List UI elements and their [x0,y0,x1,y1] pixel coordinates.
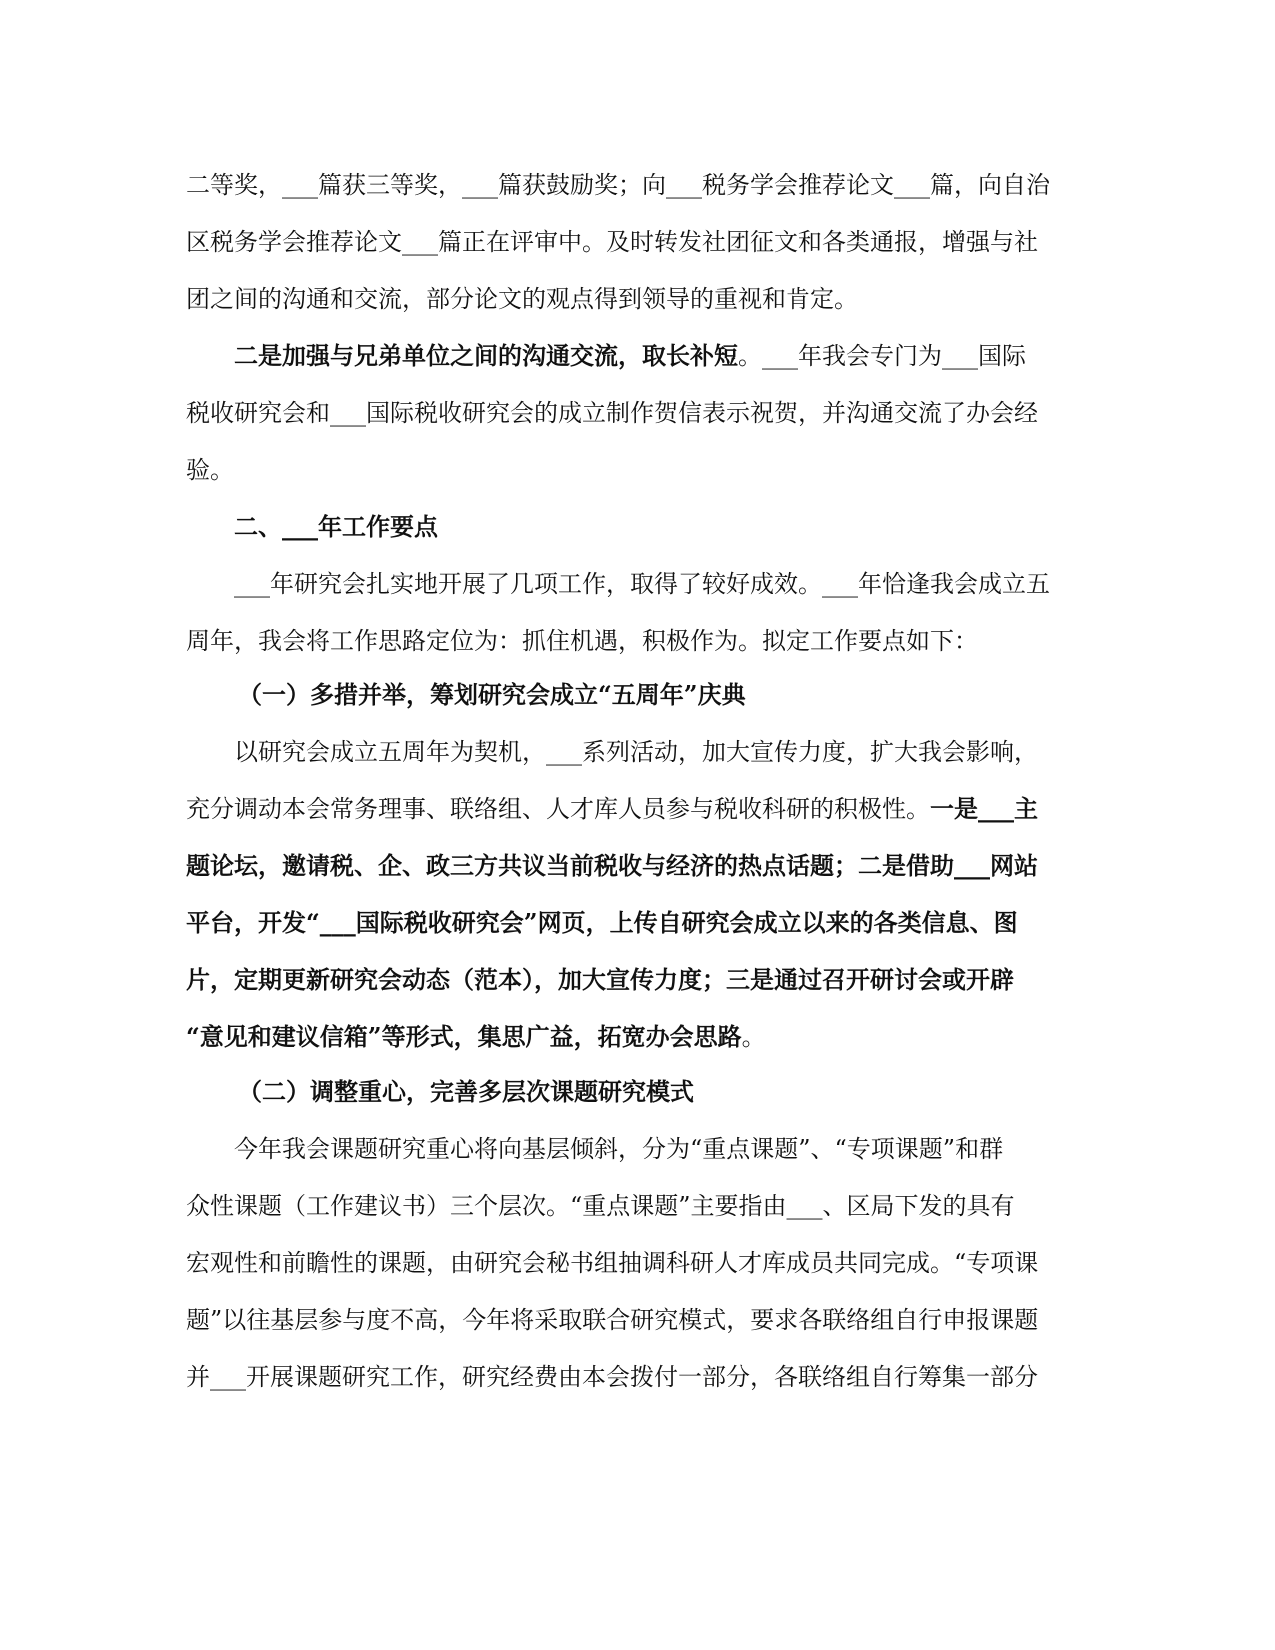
heading-text: （一）多措并举，筹划研究会成立“五周年”庆典 [238,680,746,709]
body-text-line [186,282,1086,316]
text-run: 二等奖，___篇获三等奖，___篇获鼓励奖；向___税务学会推荐论文___篇，向自治 [186,171,1050,199]
body-text-line [186,849,1086,883]
bold-text-run: 题论坛，邀请税、企、政三方共议当前税收与经济的热点话题；二是借助___网站 [186,851,1038,880]
body-text-line [186,396,1086,430]
text-run: 周年，我会将工作思路定位为：抓住机遇，积极作为。拟定工作要点如下： [186,627,978,655]
bold-text-run: 平台，开发“___国际税收研究会”网页，上传自研究会成立以来的各类信息、图 [186,908,1018,937]
text-run: 以研究会成立五周年为契机，___系列活动，加大宣传力度，扩大我会影响， [234,738,1038,766]
body-text-line [186,792,1086,826]
body-text-line [234,735,1134,769]
text-run: 宏观性和前瞻性的课题，由研究会秘书组抽调科研人才库成员共同完成。“专项课 [186,1249,1039,1277]
body-text-line [234,1132,1134,1166]
body-text-line [186,1303,1086,1337]
body-text-line [186,168,1086,202]
text-run: 。 [741,1023,766,1051]
subsection-heading [238,678,1138,712]
text-run: 。___年我会专门为___国际 [738,342,1026,370]
subsection-heading [238,1075,1138,1109]
text-run: 验。 [186,456,234,484]
text-run: 并___开展课题研究工作，研究经费由本会拨付一部分，各联络组自行筹集一部分 [186,1363,1038,1391]
heading-text: 二、___年工作要点 [234,512,438,541]
bold-text-run: 片，定期更新研究会动态（范本），加大宣传力度；三是通过召开研讨会或开辟 [186,965,1014,994]
body-text-line [234,339,1134,373]
bold-lead-phrase: 二是加强与兄弟单位之间的沟通交流，取长补短 [234,341,738,370]
body-text-line [186,906,1086,940]
text-run: 题”以往基层参与度不高，今年将采取联合研究模式，要求各联络组自行申报课题 [186,1306,1039,1334]
body-text-line [186,963,1086,997]
body-text-line [186,624,1086,658]
body-text-line [186,1246,1086,1280]
body-text-line [186,225,1086,259]
text-run: 税收研究会和___国际税收研究会的成立制作贺信表示祝贺，并沟通交流了办会经 [186,399,1038,427]
body-text-line [186,1360,1086,1394]
section-heading [234,510,1134,544]
text-run: 团之间的沟通和交流，部分论文的观点得到领导的重视和肯定。 [186,285,858,313]
body-text-line [186,453,1086,487]
text-run: 区税务学会推荐论文___篇正在评审中。及时转发社团征文和各类通报，增强与社 [186,228,1038,256]
body-text-line [234,567,1134,601]
text-run: 今年我会课题研究重心将向基层倾斜，分为“重点课题”、“专项课题”和群 [234,1135,1004,1163]
bold-text-run: 一是___主 [930,794,1038,823]
heading-text: （二）调整重心，完善多层次课题研究模式 [238,1077,694,1106]
body-text-line [186,1020,1086,1054]
body-text-line [186,1189,1086,1223]
text-run: 充分调动本会常务理事、联络组、人才库人员参与税收科研的积极性。 [186,795,930,823]
text-run: ___年研究会扎实地开展了几项工作，取得了较好成效。___年恰逢我会成立五 [234,570,1050,598]
bold-text-run: “意见和建议信箱”等形式，集思广益，拓宽办会思路 [186,1022,742,1051]
text-run: 众性课题（工作建议书）三个层次。“重点课题”主要指由___、区局下发的具有 [186,1192,1015,1220]
